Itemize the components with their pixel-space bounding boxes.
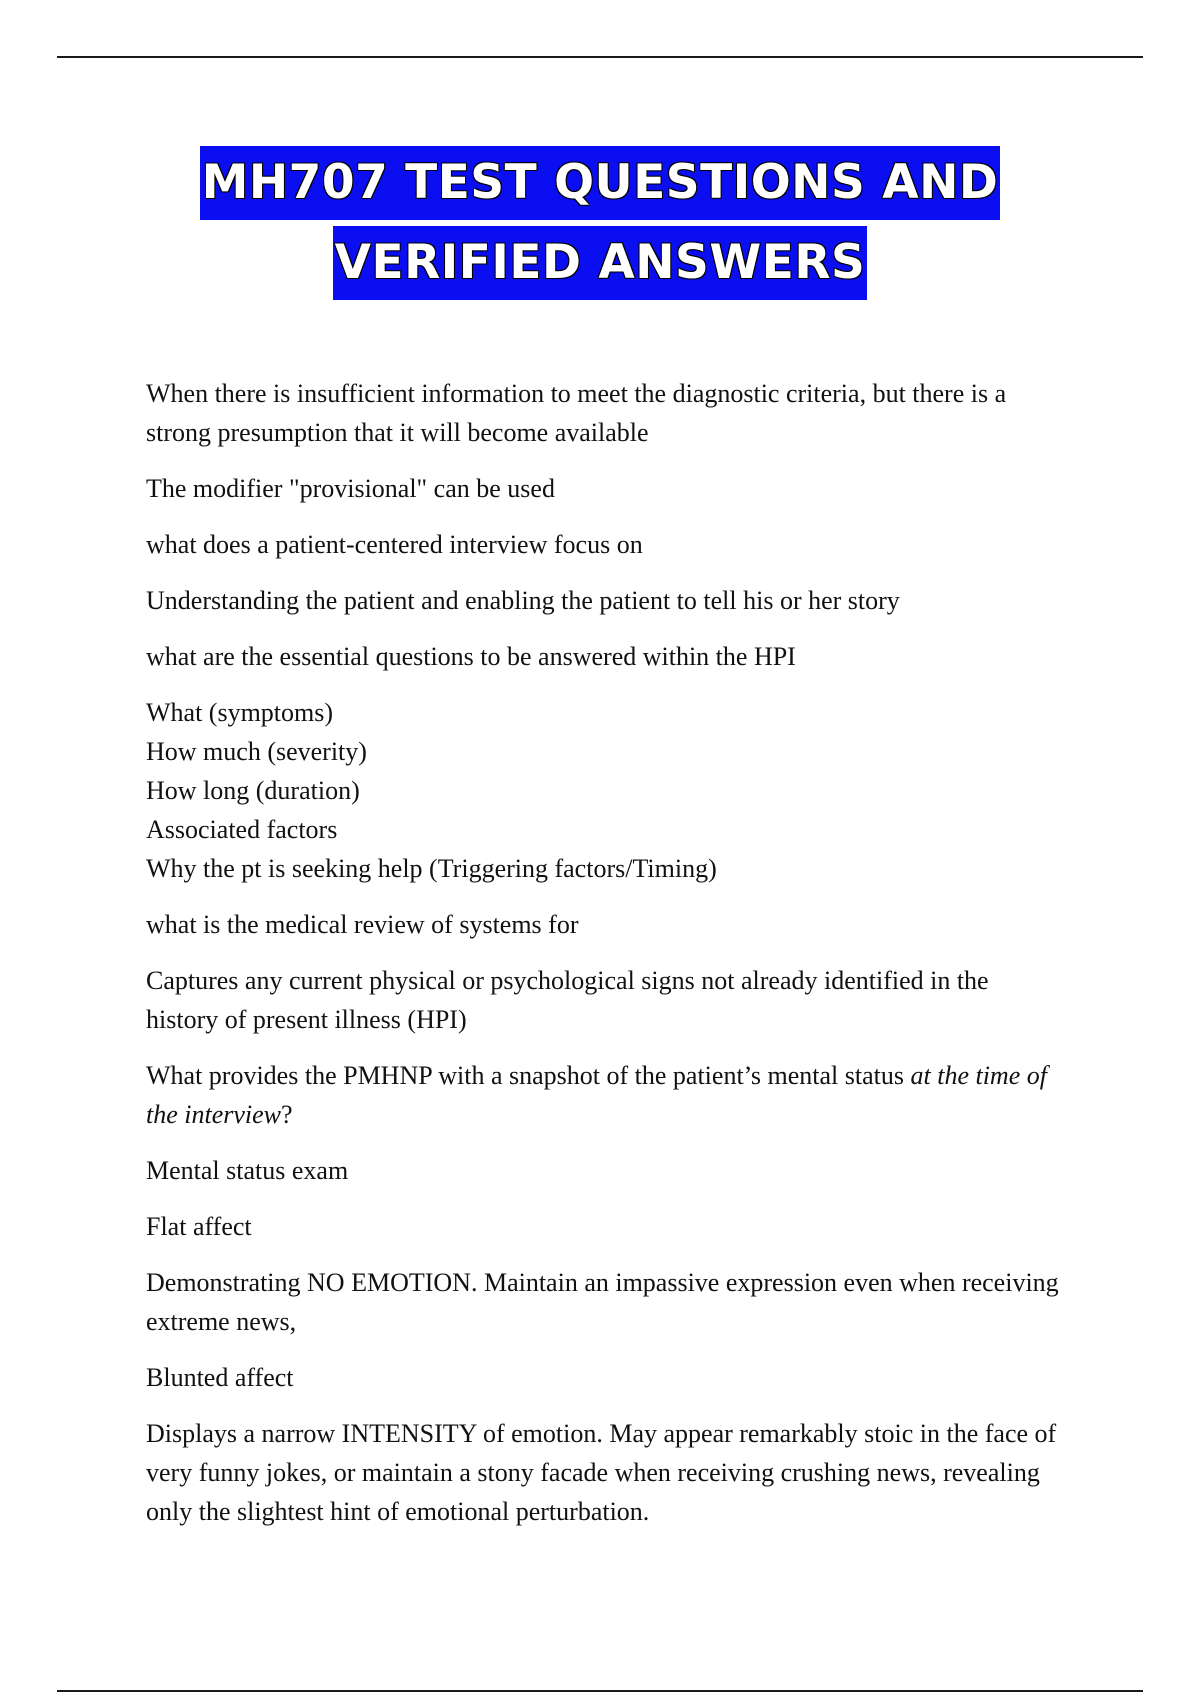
bottom-rule [57, 1690, 1143, 1692]
question-text [146, 1056, 1066, 1134]
title-line-2: VERIFIED ANSWERS [333, 226, 868, 300]
question-text: When there is insufficient information to meet the diagnostic criteria, but there is a strong presumption that it will become available [146, 379, 1007, 447]
question-text: what are the essential questions to be answered within the HPI [146, 642, 796, 671]
question-text: what does a patient-centered interview focus on [146, 530, 643, 559]
question-suffix: ? [281, 1100, 293, 1129]
answer-line: How much (severity) [146, 737, 367, 766]
answer-line: Why the pt is seeking help (Triggering factors/Timing) [146, 854, 717, 883]
top-rule [57, 56, 1143, 58]
question-text: Flat affect [146, 1212, 252, 1241]
answer-line: Associated factors [146, 815, 338, 844]
question-prefix: What provides the PMHNP with a snapshot of the patient’s mental status [146, 1061, 911, 1090]
answer-text: Demonstrating NO EMOTION. Maintain an impassive expression even when receiving extreme news, [146, 1268, 1059, 1336]
question-text: Blunted affect [146, 1363, 294, 1392]
title-line-1: MH707 TEST QUESTIONS AND [200, 146, 1001, 220]
answer-line: How long (duration) [146, 776, 360, 805]
question-text: what is the medical review of systems for [146, 910, 579, 939]
answer-text: Displays a narrow INTENSITY of emotion. May appear remarkably stoic in the face of very funny jokes, or maintain a stony facade when receiving crushing news, revealing only the slightest hint of emotional perturbation. [146, 1419, 1057, 1526]
answer-text: Understanding the patient and enabling the patient to tell his or her story [146, 586, 900, 615]
question-emphasis: at the time of the interview [146, 1061, 1047, 1129]
answer-text: Captures any current physical or psychological signs not already identified in the history of present illness (HPI) [146, 966, 989, 1034]
document-body [146, 374, 1066, 1548]
answer-list [146, 693, 1066, 888]
answer-text: Mental status exam [146, 1156, 349, 1185]
document-title [0, 146, 1200, 300]
answer-text: The modifier "provisional" can be used [146, 474, 555, 503]
answer-line: What (symptoms) [146, 698, 334, 727]
